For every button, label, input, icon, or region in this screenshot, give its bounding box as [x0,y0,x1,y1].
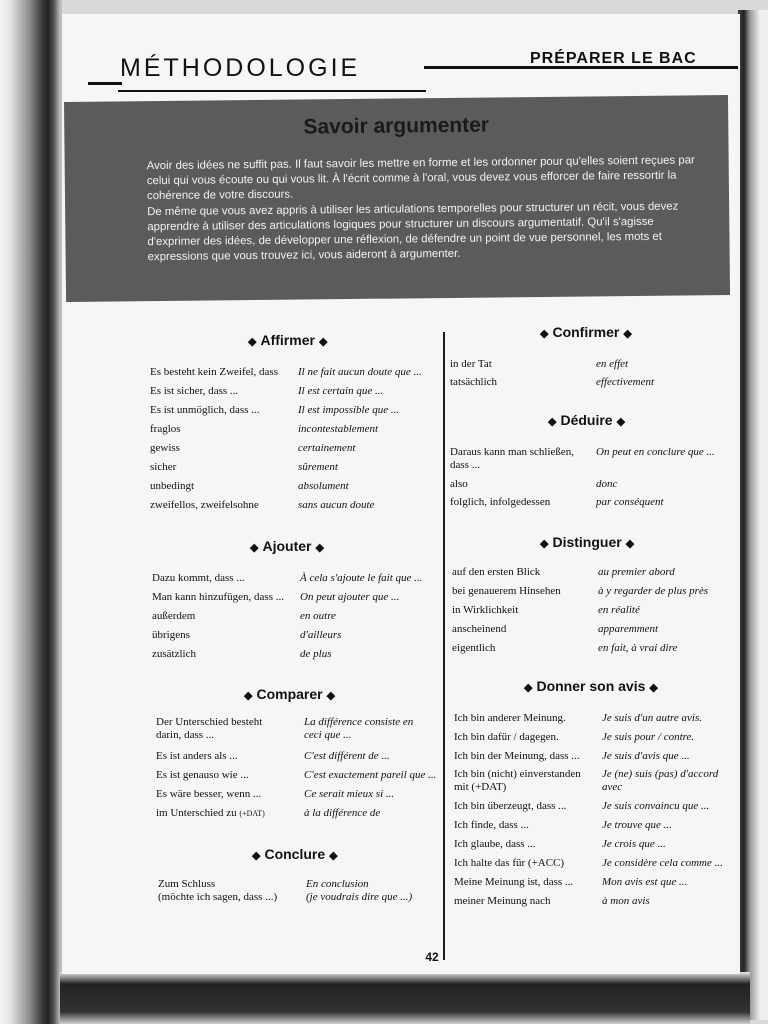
diamond-icon: ◆ [540,328,549,340]
diamond-icon: ◆ [623,328,632,340]
german-expression: Ich bin dafür / dagegen. [454,731,559,743]
german-expression [454,768,602,794]
german-expression: Es ist sicher, dass ... [150,385,239,397]
diamond-icon: ◆ [616,416,626,428]
german-expression-line: mit (+DAT) [454,781,507,793]
french-translation: C'est exactement pareil que ... [304,769,437,781]
french-translation: à mon avis [602,895,650,907]
section-title-confirmer [536,324,636,340]
french-translation-line: avec [602,781,623,793]
list-item [450,446,740,474]
german-expression: sicher [150,461,177,473]
header-rule-left [88,82,122,85]
german-expression-line: Daraus kann man schließen, [450,446,575,458]
page-number: 42 [425,950,439,964]
section-title-deduire [544,412,629,428]
scan-edge-bottom [60,972,750,1024]
german-expression-line: (möchte ich sagen, dass ...) [158,891,278,903]
german-expression: zusätzlich [152,648,196,660]
french-translation: à y regarder de plus près [598,585,709,597]
french-translation: Il est impossible que ... [298,404,400,416]
french-translation-line: Je (ne) suis (pas) d'accord [602,768,719,780]
french-translation: Je suis convaincu que ... [602,800,710,812]
diamond-icon: ◆ [540,538,549,550]
german-expression: folglich, infolgedessen [450,496,551,508]
german-expression-line: dass ... [450,459,480,471]
section-title-text: Confirmer [552,324,620,340]
section-title-text: Ajouter [262,538,312,554]
german-expression: meiner Meinung nach [454,895,551,907]
diamond-icon: ◆ [548,416,557,428]
french-translation: sûrement [298,461,338,473]
french-translation-line: (je voudrais dire que ...) [306,891,413,903]
german-expression: Man kann hinzufügen, dass ... [152,591,284,603]
french-translation: Il est certain que ... [298,385,384,397]
french-translation: Je suis d'un autre avis. [602,712,703,724]
french-translation [602,768,740,794]
german-expression [158,878,306,904]
french-translation: Je suis pour / contre. [602,731,695,743]
german-expression: zweifellos, zweifelsohne [150,499,259,511]
french-translation: en outre [300,610,336,622]
french-translation: effectivement [596,376,655,388]
french-translation: On peut ajouter que ... [300,591,400,603]
section-header-title: MÉTHODOLOGIE [120,54,361,82]
german-expression-line: Zum Schluss [158,878,216,890]
french-translation: On peut en conclure que ... [596,446,715,458]
diamond-icon: ◆ [329,850,338,862]
french-translation: en effet [596,358,629,370]
intro-paragraph: De même que vous avez appris à utiliser les articulations temporelles pour structurer un récit, vous devez apprendre à utiliser des articulations logiques pour structurer un discours argumentatif. Qu'il s'agisse d'exprimer des idées, de développer une réflexion, de défendre un point de vue personnel, les mots et expressions que vous trouvez ici, vous aideront à argumenter. [147,200,679,264]
french-translation: Il ne fait aucun doute que ... [298,366,422,378]
german-expression: Es ist anders als ... [156,750,238,762]
french-translation-line: En conclusion [306,878,369,890]
french-translation: de plus [300,648,332,660]
german-expression: Dazu kommt, dass ... [152,572,245,584]
list-item [454,768,740,796]
section-title-text: Conclure [264,846,326,862]
scan-edge-right [738,10,768,1020]
german-expression: Ich finde, dass ... [454,819,529,831]
section-title-text: Distinguer [552,534,622,550]
french-translation [304,716,454,742]
diamond-icon: ◆ [649,682,658,694]
french-translation-line: La différence consiste en [304,716,414,728]
french-translation: à la différence de [304,807,381,819]
section-title-comparer [240,686,339,702]
diamond-icon: ◆ [524,682,533,694]
german-expression: Es ist unmöglich, dass ... [150,404,260,416]
german-expression-line: darin, dass ... [156,729,215,741]
scan-binding-left [0,0,62,1024]
german-expression: in der Tat [450,358,492,370]
german-expression: Es wäre besser, wenn ... [156,788,262,800]
french-translation: par conséquent [596,496,664,508]
intro-title: Savoir argumenter [303,113,490,139]
german-expression: tatsächlich [450,376,498,388]
german-expression [450,446,598,472]
french-translation: incontestablement [298,423,379,435]
german-expression-line: Der Unterschied besteht [156,716,263,728]
diamond-icon: ◆ [625,538,635,550]
german-expression-line: im Unterschied zu [156,807,237,819]
section-title-text: Déduire [560,412,613,428]
french-translation: en fait, à vrai dire [598,642,678,654]
french-translation: Ce serait mieux si ... [304,788,395,800]
german-expression: übrigens [152,629,190,641]
diamond-icon: ◆ [315,542,324,554]
section-title-distinguer [536,534,638,550]
intro-paragraph: Avoir des idées ne suffit pas. Il faut savoir les mettre en forme et les ordonner pour qu'elles soient reçues par celui qui vous écoute ou qui vous lit. À l'écrit comme à l'oral, vous devez vous efforcer de faire ressortir la cohérence de votre discours. [146,154,695,203]
list-item [156,716,446,744]
german-expression: Ich bin anderer Meinung. [454,712,566,724]
french-translation: apparemment [598,623,659,635]
section-title-affirmer [244,332,331,348]
french-translation: C'est différent de ... [304,750,390,762]
book-page [62,14,740,974]
german-expression: Es besteht kein Zweifel, dass [150,366,278,378]
french-translation: sans aucun doute [298,499,375,511]
list-item [158,878,448,906]
section-title-text: Donner son avis [536,678,646,694]
german-expression: Es ist genauso wie ... [156,769,249,781]
diamond-icon: ◆ [250,542,259,554]
diamond-icon: ◆ [244,690,253,702]
german-expression: außerdem [152,610,196,622]
grammar-case-tag: (+DAT) [239,809,265,818]
german-expression: fraglos [150,423,181,435]
section-title-donner-son-avis [520,678,662,694]
french-translation: au premier abord [598,566,675,578]
french-translation: donc [596,478,618,490]
french-translation: Mon avis est que ... [602,876,688,888]
german-expression: bei genauerem Hinsehen [452,585,561,597]
german-expression: also [450,478,468,490]
german-expression: Ich halte das für (+ACC) [454,857,565,869]
german-expression: Ich glaube, dass ... [454,838,536,850]
section-title-text: Comparer [256,686,323,702]
french-translation: Je considère cela comme ... [602,857,723,869]
german-expression: auf den ersten Blick [452,566,541,578]
french-translation [306,878,456,904]
german-expression: eigentlich [452,642,496,654]
diamond-icon: ◆ [326,690,336,702]
german-expression: unbedingt [150,480,194,492]
german-expression-line: Ich bin (nicht) einverstanden [454,768,581,780]
french-translation: Je suis d'avis que ... [602,750,690,762]
french-translation: certainement [298,442,356,454]
header-rule-under-title [118,90,426,92]
diamond-icon: ◆ [318,336,328,348]
header-right-label: PRÉPARER LE BAC [530,50,697,67]
french-translation: d'ailleurs [300,629,342,641]
french-translation: À cela s'ajoute le fait que ... [300,572,423,584]
section-title-conclure [248,846,342,862]
german-expression: Meine Meinung ist, dass ... [454,876,574,888]
french-translation: Je trouve que ... [602,819,672,831]
diamond-icon: ◆ [252,850,261,862]
intro-box [64,95,730,302]
french-translation: absolument [298,480,349,492]
german-expression: Ich bin der Meinung, dass ... [454,750,580,762]
section-title-text: Affirmer [260,332,315,348]
german-expression: anscheinend [452,623,507,635]
german-expression: Ich bin überzeugt, dass ... [454,800,567,812]
german-expression: gewiss [150,442,180,454]
french-translation-line: ceci que ... [304,729,352,741]
german-expression [156,716,304,742]
french-translation: Je crois que ... [602,838,666,850]
french-translation: en réalité [598,604,640,616]
intro-text [147,153,704,265]
german-expression [156,807,304,820]
diamond-icon: ◆ [248,336,257,348]
german-expression: in Wirklichkeit [452,604,519,616]
section-title-ajouter [246,538,328,554]
